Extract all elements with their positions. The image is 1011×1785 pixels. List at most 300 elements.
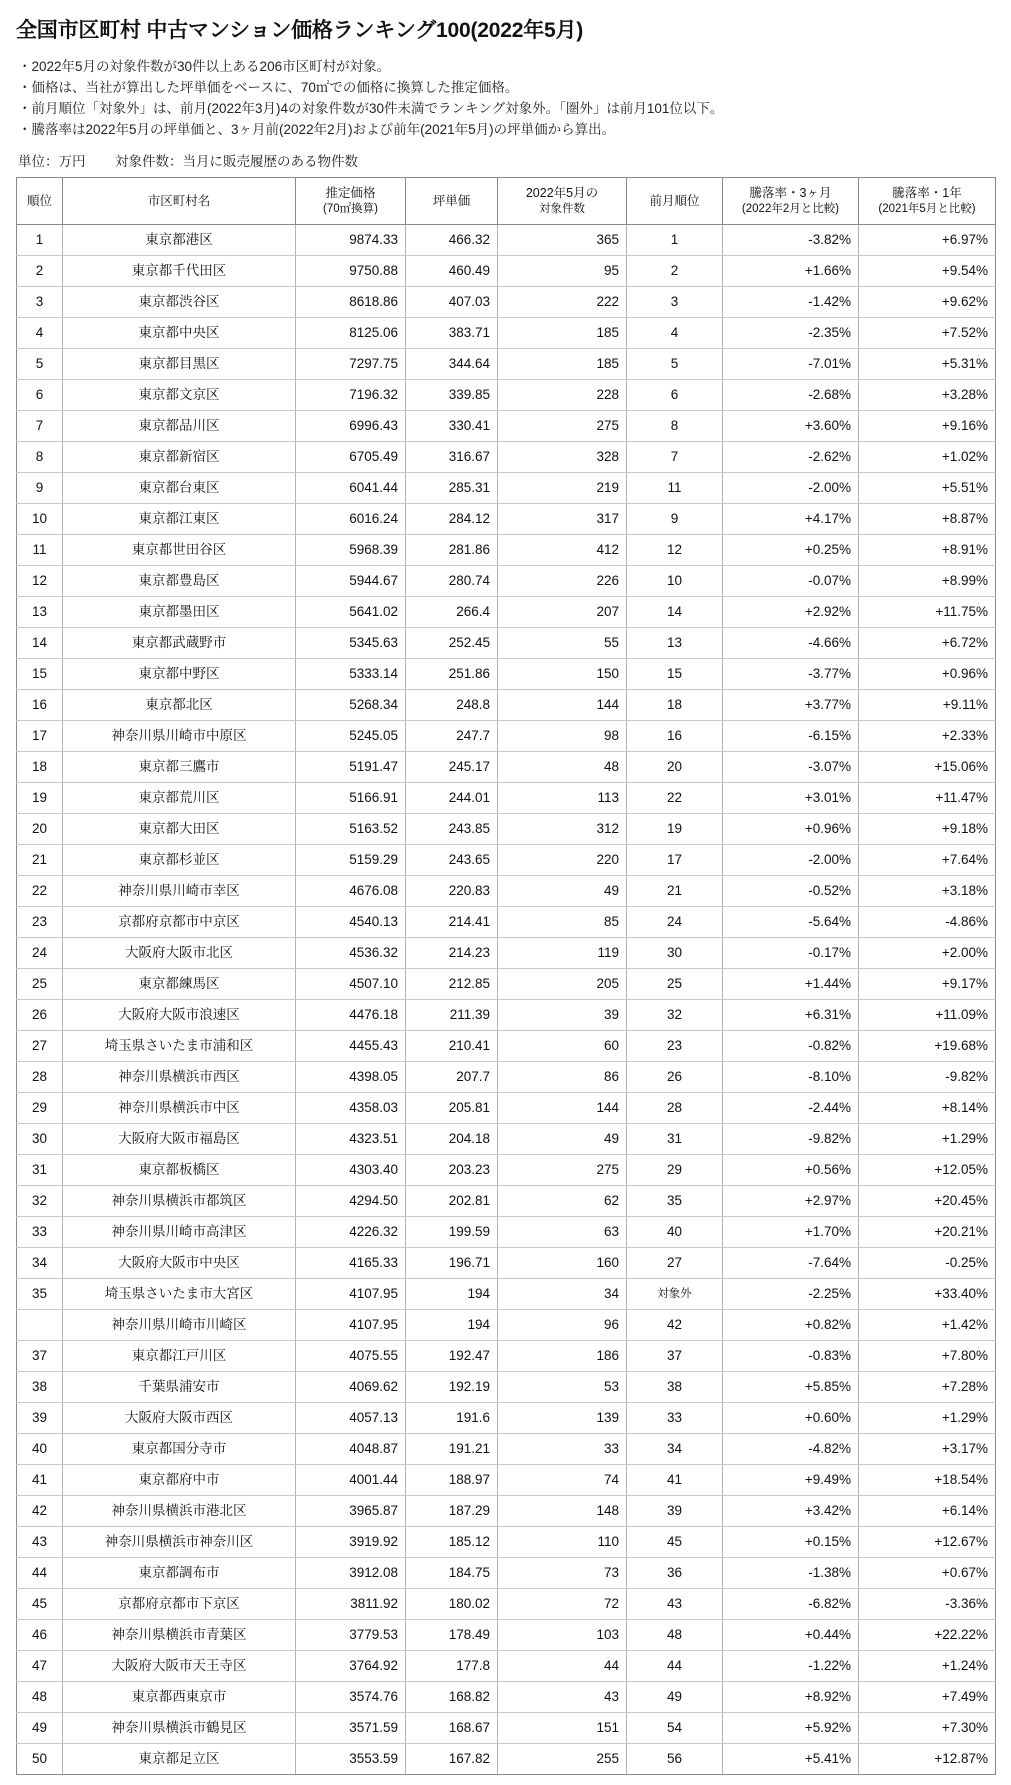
unit-label: 単位：万円 [18, 154, 86, 169]
cell-city: 神奈川県横浜市港北区 [63, 1496, 296, 1527]
cell-change-1y: +6.97% [859, 225, 996, 256]
cell-prev-rank: 17 [627, 845, 723, 876]
cell-price: 3912.08 [296, 1558, 406, 1589]
cell-city: 大阪府大阪市中央区 [63, 1248, 296, 1279]
cell-price: 4001.44 [296, 1465, 406, 1496]
cell-tsubo-price: 220.83 [406, 876, 498, 907]
notes-list [18, 56, 995, 140]
cell-rank: 35 [17, 1279, 63, 1310]
cell-count: 185 [498, 349, 627, 380]
column-header-change-3m [723, 178, 859, 225]
cell-rank: 39 [17, 1403, 63, 1434]
table-row [17, 845, 996, 876]
cell-city: 東京都大田区 [63, 814, 296, 845]
cell-change-3m: -2.62% [723, 442, 859, 473]
cell-tsubo-price: 460.49 [406, 256, 498, 287]
table-row [17, 1620, 996, 1651]
column-header-label: 推定価格 [325, 186, 376, 200]
cell-count: 151 [498, 1713, 627, 1744]
cell-count: 49 [498, 1124, 627, 1155]
cell-prev-rank: 12 [627, 535, 723, 566]
cell-change-3m: +4.17% [723, 504, 859, 535]
table-row [17, 349, 996, 380]
cell-city: 東京都目黒区 [63, 349, 296, 380]
table-row [17, 1217, 996, 1248]
cell-change-1y: +0.96% [859, 659, 996, 690]
cell-prev-rank: 1 [627, 225, 723, 256]
cell-count: 44 [498, 1651, 627, 1682]
cell-price: 8125.06 [296, 318, 406, 349]
cell-change-3m: -1.42% [723, 287, 859, 318]
cell-prev-rank: 9 [627, 504, 723, 535]
cell-count: 110 [498, 1527, 627, 1558]
cell-change-3m: -4.82% [723, 1434, 859, 1465]
cell-change-1y: +9.17% [859, 969, 996, 1000]
cell-change-3m: +0.15% [723, 1527, 859, 1558]
cell-change-1y: -3.36% [859, 1589, 996, 1620]
cell-rank: 49 [17, 1713, 63, 1744]
cell-prev-rank: 39 [627, 1496, 723, 1527]
table-row [17, 1713, 996, 1744]
cell-count: 144 [498, 1093, 627, 1124]
cell-city: 東京都板橋区 [63, 1155, 296, 1186]
cell-count: 95 [498, 256, 627, 287]
cell-rank: 9 [17, 473, 63, 504]
cell-change-3m: -1.22% [723, 1651, 859, 1682]
cell-count: 186 [498, 1341, 627, 1372]
table-row [17, 1589, 996, 1620]
cell-tsubo-price: 466.32 [406, 225, 498, 256]
cell-count: 412 [498, 535, 627, 566]
cell-price: 4075.55 [296, 1341, 406, 1372]
table-row [17, 1155, 996, 1186]
cell-city: 東京都中野区 [63, 659, 296, 690]
cell-tsubo-price: 205.81 [406, 1093, 498, 1124]
cell-tsubo-price: 316.67 [406, 442, 498, 473]
cell-price: 9750.88 [296, 256, 406, 287]
cell-tsubo-price: 210.41 [406, 1031, 498, 1062]
cell-rank: 3 [17, 287, 63, 318]
cell-city: 東京都中央区 [63, 318, 296, 349]
cell-rank: 2 [17, 256, 63, 287]
cell-prev-rank: 14 [627, 597, 723, 628]
cell-change-1y: +9.18% [859, 814, 996, 845]
cell-change-3m: +8.92% [723, 1682, 859, 1713]
cell-prev-rank: 43 [627, 1589, 723, 1620]
cell-count: 62 [498, 1186, 627, 1217]
cell-count: 33 [498, 1434, 627, 1465]
cell-tsubo-price: 244.01 [406, 783, 498, 814]
column-header-sublabel: (70㎡換算) [323, 203, 378, 215]
cell-city: 東京都渋谷区 [63, 287, 296, 318]
cell-price: 4323.51 [296, 1124, 406, 1155]
table-row [17, 256, 996, 287]
cell-tsubo-price: 192.47 [406, 1341, 498, 1372]
cell-price: 5163.52 [296, 814, 406, 845]
cell-price: 4057.13 [296, 1403, 406, 1434]
cell-count: 60 [498, 1031, 627, 1062]
column-header-count [498, 178, 627, 225]
cell-prev-rank: 7 [627, 442, 723, 473]
cell-change-3m: +0.60% [723, 1403, 859, 1434]
cell-count: 48 [498, 752, 627, 783]
cell-price: 4226.32 [296, 1217, 406, 1248]
cell-tsubo-price: 191.21 [406, 1434, 498, 1465]
cell-rank: 10 [17, 504, 63, 535]
cell-city: 神奈川県横浜市都筑区 [63, 1186, 296, 1217]
cell-price: 3919.92 [296, 1527, 406, 1558]
table-row [17, 814, 996, 845]
cell-price: 6705.49 [296, 442, 406, 473]
note-item: ・騰落率は2022年5月の坪単価と、3ヶ月前(2022年2月)および前年(2021年5月)の坪単価から算出。 [18, 122, 616, 137]
cell-change-3m: +9.49% [723, 1465, 859, 1496]
cell-tsubo-price: 214.23 [406, 938, 498, 969]
cell-tsubo-price: 247.7 [406, 721, 498, 752]
cell-price: 7196.32 [296, 380, 406, 411]
cell-change-1y: +3.28% [859, 380, 996, 411]
cell-tsubo-price: 177.8 [406, 1651, 498, 1682]
cell-prev-rank: 42 [627, 1310, 723, 1341]
cell-tsubo-price: 194 [406, 1279, 498, 1310]
cell-count: 139 [498, 1403, 627, 1434]
cell-change-1y: +12.87% [859, 1744, 996, 1775]
cell-rank: 24 [17, 938, 63, 969]
cell-prev-rank: 20 [627, 752, 723, 783]
cell-price: 4540.13 [296, 907, 406, 938]
cell-change-1y: +9.11% [859, 690, 996, 721]
cell-change-3m: -0.52% [723, 876, 859, 907]
cell-city: 東京都文京区 [63, 380, 296, 411]
cell-tsubo-price: 248.8 [406, 690, 498, 721]
cell-city: 東京都世田谷区 [63, 535, 296, 566]
cell-change-3m: +5.92% [723, 1713, 859, 1744]
cell-price: 3571.59 [296, 1713, 406, 1744]
table-row [17, 1310, 996, 1341]
cell-change-1y: +1.42% [859, 1310, 996, 1341]
cell-tsubo-price: 407.03 [406, 287, 498, 318]
table-row [17, 1403, 996, 1434]
cell-count: 275 [498, 1155, 627, 1186]
cell-tsubo-price: 207.7 [406, 1062, 498, 1093]
cell-change-3m: -3.82% [723, 225, 859, 256]
cell-tsubo-price: 214.41 [406, 907, 498, 938]
table-row [17, 1031, 996, 1062]
cell-change-1y: +15.06% [859, 752, 996, 783]
table-row [17, 1248, 996, 1279]
cell-prev-rank: 44 [627, 1651, 723, 1682]
column-header-label: 坪単価 [432, 194, 471, 208]
column-header-rank [17, 178, 63, 225]
cell-rank: 21 [17, 845, 63, 876]
cell-price: 4455.43 [296, 1031, 406, 1062]
cell-prev-rank: 4 [627, 318, 723, 349]
cell-count: 312 [498, 814, 627, 845]
cell-price: 3764.92 [296, 1651, 406, 1682]
cell-price: 3574.76 [296, 1682, 406, 1713]
cell-prev-rank: 33 [627, 1403, 723, 1434]
column-header-label: 市区町村名 [147, 194, 211, 208]
cell-city: 東京都豊島区 [63, 566, 296, 597]
cell-count: 160 [498, 1248, 627, 1279]
cell-change-1y: +7.80% [859, 1341, 996, 1372]
cell-price: 4303.40 [296, 1155, 406, 1186]
cell-prev-rank: 21 [627, 876, 723, 907]
cell-prev-rank: 28 [627, 1093, 723, 1124]
cell-city: 東京都杉並区 [63, 845, 296, 876]
table-row [17, 1186, 996, 1217]
cell-rank: 41 [17, 1465, 63, 1496]
column-header-label: 前月順位 [649, 194, 700, 208]
cell-city: 神奈川県横浜市鶴見区 [63, 1713, 296, 1744]
cell-tsubo-price: 188.97 [406, 1465, 498, 1496]
cell-city: 東京都国分寺市 [63, 1434, 296, 1465]
column-header-label: 2022年5月の [525, 186, 599, 200]
cell-change-3m: -3.77% [723, 659, 859, 690]
cell-count: 74 [498, 1465, 627, 1496]
cell-rank: 44 [17, 1558, 63, 1589]
note-item: ・価格は、当社が算出した坪単価をベースに、70㎡での価格に換算した推定価格。 [18, 80, 519, 95]
cell-price: 5944.67 [296, 566, 406, 597]
cell-change-3m: -1.38% [723, 1558, 859, 1589]
cell-tsubo-price: 211.39 [406, 1000, 498, 1031]
cell-city: 東京都台東区 [63, 473, 296, 504]
cell-change-1y: +5.31% [859, 349, 996, 380]
cell-change-1y: +7.28% [859, 1372, 996, 1403]
cell-tsubo-price: 284.12 [406, 504, 498, 535]
cell-count: 148 [498, 1496, 627, 1527]
cell-prev-rank: 38 [627, 1372, 723, 1403]
cell-change-1y: +11.75% [859, 597, 996, 628]
cell-change-1y: +12.67% [859, 1527, 996, 1558]
cell-count: 103 [498, 1620, 627, 1651]
cell-count: 365 [498, 225, 627, 256]
table-row [17, 411, 996, 442]
cell-change-1y: +8.14% [859, 1093, 996, 1124]
cell-change-3m: -4.66% [723, 628, 859, 659]
cell-change-3m: -0.82% [723, 1031, 859, 1062]
cell-price: 4107.95 [296, 1310, 406, 1341]
cell-change-1y: +9.54% [859, 256, 996, 287]
cell-city: 千葉県浦安市 [63, 1372, 296, 1403]
cell-change-3m: -2.00% [723, 845, 859, 876]
unit-line [18, 150, 995, 170]
cell-price: 3965.87 [296, 1496, 406, 1527]
table-row [17, 1279, 996, 1310]
cell-price: 5641.02 [296, 597, 406, 628]
cell-count: 144 [498, 690, 627, 721]
cell-price: 4107.95 [296, 1279, 406, 1310]
cell-count: 275 [498, 411, 627, 442]
cell-city: 東京都三鷹市 [63, 752, 296, 783]
cell-prev-rank: 36 [627, 1558, 723, 1589]
cell-change-1y: -4.86% [859, 907, 996, 938]
cell-price: 3553.59 [296, 1744, 406, 1775]
cell-change-1y: +6.72% [859, 628, 996, 659]
cell-price: 5245.05 [296, 721, 406, 752]
cell-tsubo-price: 168.67 [406, 1713, 498, 1744]
cell-city: 大阪府大阪市天王寺区 [63, 1651, 296, 1682]
cell-change-1y: +7.49% [859, 1682, 996, 1713]
cell-prev-rank: 31 [627, 1124, 723, 1155]
cell-tsubo-price: 285.31 [406, 473, 498, 504]
cell-change-3m: -0.83% [723, 1341, 859, 1372]
cell-count: 73 [498, 1558, 627, 1589]
cell-tsubo-price: 281.86 [406, 535, 498, 566]
cell-change-1y: +3.18% [859, 876, 996, 907]
cell-tsubo-price: 167.82 [406, 1744, 498, 1775]
cell-city: 神奈川県川崎市幸区 [63, 876, 296, 907]
column-header-label: 騰落率・1年 [892, 186, 962, 200]
cell-count: 98 [498, 721, 627, 752]
cell-rank: 42 [17, 1496, 63, 1527]
cell-change-3m: -3.07% [723, 752, 859, 783]
cell-change-3m: +0.96% [723, 814, 859, 845]
cell-rank: 26 [17, 1000, 63, 1031]
cell-change-1y: +7.30% [859, 1713, 996, 1744]
cell-city: 東京都荒川区 [63, 783, 296, 814]
cell-price: 6016.24 [296, 504, 406, 535]
cell-change-1y: +1.02% [859, 442, 996, 473]
cell-count: 226 [498, 566, 627, 597]
cell-count: 113 [498, 783, 627, 814]
cell-change-3m: +3.77% [723, 690, 859, 721]
cell-prev-rank: 対象外 [627, 1279, 723, 1310]
table-row [17, 504, 996, 535]
table-row [17, 566, 996, 597]
cell-tsubo-price: 280.74 [406, 566, 498, 597]
cell-price: 3811.92 [296, 1589, 406, 1620]
table-row [17, 938, 996, 969]
cell-city: 大阪府大阪市西区 [63, 1403, 296, 1434]
cell-price: 4358.03 [296, 1093, 406, 1124]
cell-change-3m: -2.68% [723, 380, 859, 411]
cell-rank: 4 [17, 318, 63, 349]
cell-change-1y: +5.51% [859, 473, 996, 504]
cell-prev-rank: 23 [627, 1031, 723, 1062]
cell-tsubo-price: 252.45 [406, 628, 498, 659]
cell-change-1y: +2.33% [859, 721, 996, 752]
cell-change-3m: +2.97% [723, 1186, 859, 1217]
table-row [17, 380, 996, 411]
cell-change-1y: +8.99% [859, 566, 996, 597]
cell-change-1y: +7.52% [859, 318, 996, 349]
cell-count: 228 [498, 380, 627, 411]
cell-count: 53 [498, 1372, 627, 1403]
cell-city: 神奈川県横浜市青葉区 [63, 1620, 296, 1651]
cell-rank: 40 [17, 1434, 63, 1465]
cell-price: 5166.91 [296, 783, 406, 814]
cell-price: 6041.44 [296, 473, 406, 504]
table-row [17, 1465, 996, 1496]
table-row [17, 1372, 996, 1403]
cell-rank: 48 [17, 1682, 63, 1713]
cell-prev-rank: 3 [627, 287, 723, 318]
cell-city: 東京都江戸川区 [63, 1341, 296, 1372]
cell-prev-rank: 30 [627, 938, 723, 969]
cell-count: 49 [498, 876, 627, 907]
cell-price: 4069.62 [296, 1372, 406, 1403]
cell-change-1y: +2.00% [859, 938, 996, 969]
table-row [17, 721, 996, 752]
cell-rank: 8 [17, 442, 63, 473]
cell-count: 119 [498, 938, 627, 969]
column-header-city [63, 178, 296, 225]
cell-rank: 11 [17, 535, 63, 566]
cell-change-3m: -2.00% [723, 473, 859, 504]
cell-count: 96 [498, 1310, 627, 1341]
cell-count: 86 [498, 1062, 627, 1093]
cell-change-1y: +19.68% [859, 1031, 996, 1062]
cell-tsubo-price: 383.71 [406, 318, 498, 349]
cell-change-3m: +0.44% [723, 1620, 859, 1651]
cell-price: 8618.86 [296, 287, 406, 318]
cell-city: 東京都練馬区 [63, 969, 296, 1000]
table-row [17, 876, 996, 907]
cell-rank: 5 [17, 349, 63, 380]
cell-prev-rank: 40 [627, 1217, 723, 1248]
cell-change-1y: +8.87% [859, 504, 996, 535]
cell-change-1y: +1.29% [859, 1403, 996, 1434]
cell-price: 9874.33 [296, 225, 406, 256]
table-row [17, 1434, 996, 1465]
column-header-sublabel: (2021年5月と比較) [878, 203, 976, 215]
cell-change-1y: +6.14% [859, 1496, 996, 1527]
table-row [17, 1062, 996, 1093]
cell-city: 東京都新宿区 [63, 442, 296, 473]
cell-change-1y: +11.47% [859, 783, 996, 814]
column-header-tsubo [406, 178, 498, 225]
table-row [17, 1744, 996, 1775]
cell-price: 5333.14 [296, 659, 406, 690]
cell-change-3m: +1.44% [723, 969, 859, 1000]
cell-change-1y: +3.17% [859, 1434, 996, 1465]
cell-change-3m: +0.56% [723, 1155, 859, 1186]
cell-change-3m: -5.64% [723, 907, 859, 938]
cell-tsubo-price: 168.82 [406, 1682, 498, 1713]
column-header-sublabel: 対象件数 [539, 203, 585, 215]
note-item: ・前月順位「対象外」は、前月(2022年3月)4の対象件数が30件未満でランキング対象外。「圏外」は前月101位以下。 [18, 101, 724, 116]
cell-count: 150 [498, 659, 627, 690]
cell-tsubo-price: 187.29 [406, 1496, 498, 1527]
cell-price: 4165.33 [296, 1248, 406, 1279]
cell-tsubo-price: 212.85 [406, 969, 498, 1000]
cell-city: 東京都品川区 [63, 411, 296, 442]
cell-change-3m: +3.60% [723, 411, 859, 442]
cell-change-1y: +7.64% [859, 845, 996, 876]
cell-tsubo-price: 203.23 [406, 1155, 498, 1186]
cell-tsubo-price: 180.02 [406, 1589, 498, 1620]
cell-price: 7297.75 [296, 349, 406, 380]
cell-count: 39 [498, 1000, 627, 1031]
table-row [17, 1682, 996, 1713]
table-row [17, 628, 996, 659]
ranking-table [16, 177, 996, 1775]
cell-change-3m: +2.92% [723, 597, 859, 628]
table-row [17, 659, 996, 690]
table-row [17, 473, 996, 504]
cell-prev-rank: 35 [627, 1186, 723, 1217]
cell-price: 4476.18 [296, 1000, 406, 1031]
cell-city: 埼玉県さいたま市浦和区 [63, 1031, 296, 1062]
cell-rank: 6 [17, 380, 63, 411]
cell-change-1y: +0.67% [859, 1558, 996, 1589]
table-row [17, 1093, 996, 1124]
cell-change-3m: +3.01% [723, 783, 859, 814]
cell-change-3m: -8.10% [723, 1062, 859, 1093]
cell-rank: 22 [17, 876, 63, 907]
cell-change-3m: -2.44% [723, 1093, 859, 1124]
note-item: ・2022年5月の対象件数が30件以上ある206市区町村が対象。 [18, 59, 391, 74]
